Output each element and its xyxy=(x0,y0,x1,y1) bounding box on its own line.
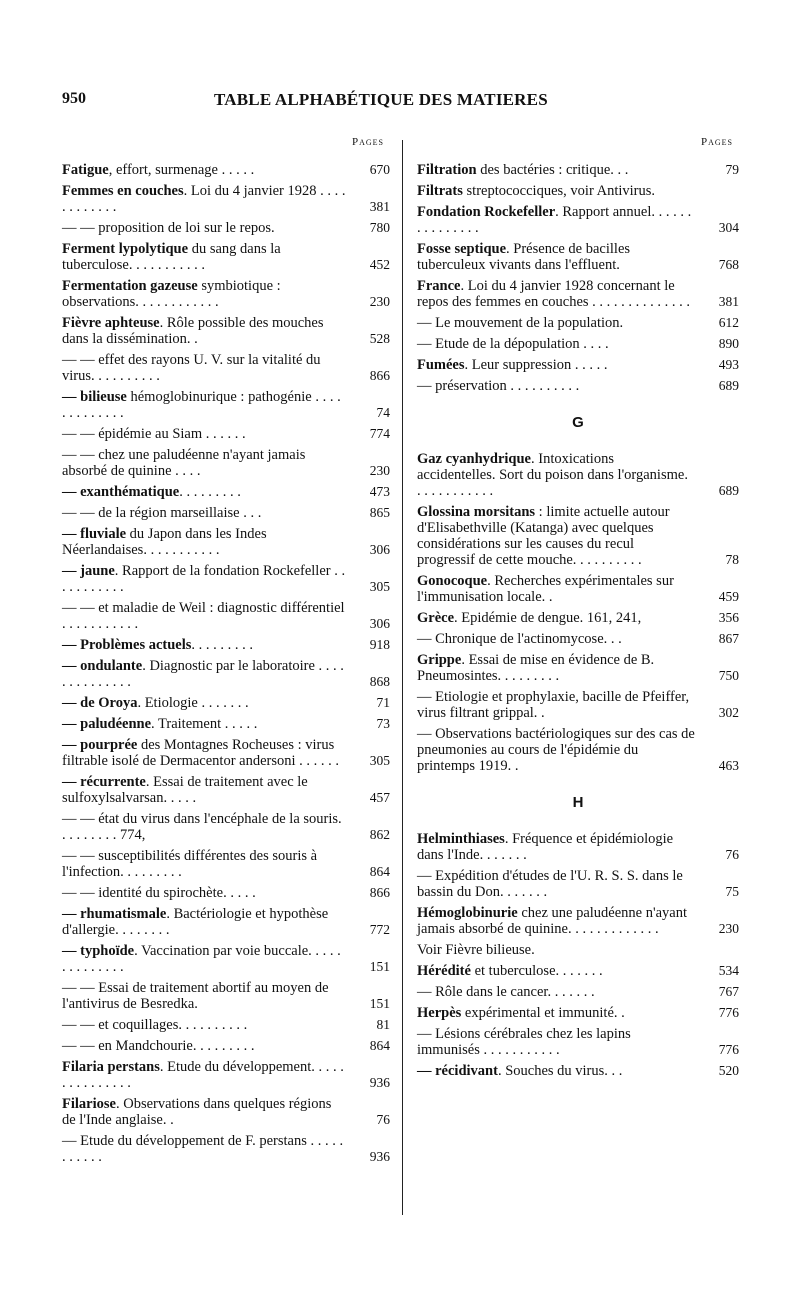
entry-page-number: 306 xyxy=(369,542,390,557)
entry-text xyxy=(417,652,701,684)
entry-description: . Souches du virus. . . xyxy=(497,1063,623,1079)
entry-description: . . . . . . . . . xyxy=(191,637,254,653)
entry-heading: Filtrats xyxy=(417,183,463,199)
entry-heading: — paludéenne xyxy=(62,716,152,732)
index-entry xyxy=(417,726,739,774)
index-entry xyxy=(62,695,390,711)
entry-description: chez une paludéenne n'ayant jamais absorbé de quinine. . . . . . . . . . . . . xyxy=(417,905,687,937)
entry-text xyxy=(417,631,701,647)
entry-text xyxy=(62,183,352,215)
entry-description: des Montagnes Rocheuses : virus filtrable isolé de Dermacentor andersoni . . . . . . xyxy=(62,737,340,769)
entry-page-number: 612 xyxy=(718,315,739,330)
entry-text xyxy=(417,357,701,373)
pages-label: Pages xyxy=(351,136,384,148)
entry-description: — Observations bactériologiques sur des cas de pneumonies au cours de l'épidémie du printemps 1919. . xyxy=(417,726,695,774)
entry-heading: — ondulante xyxy=(62,658,143,674)
entry-text xyxy=(62,716,352,732)
index-entry xyxy=(62,389,390,421)
left-entries xyxy=(62,162,390,1165)
entry-heading: Fumées xyxy=(417,357,465,373)
entry-description: . Intoxications accidentelles. Sort du poison dans l'organisme. . . . . . . . . . . . xyxy=(417,451,688,499)
running-head xyxy=(62,90,622,114)
page-number: 950 xyxy=(62,90,86,107)
entry-page-number: 918 xyxy=(369,637,390,652)
entry-description: — Etiologie et prophylaxie, bacille de Pfeiffer, virus filtrant grippal. . xyxy=(417,689,690,721)
entry-description: — — chez une paludéenne n'ayant jamais absorbé de quinine . . . . xyxy=(62,447,306,479)
entry-page-number: 772 xyxy=(369,922,390,937)
entry-page-number: 689 xyxy=(718,483,739,498)
entry-description: — — proposition de loi sur le repos. xyxy=(62,220,275,236)
entry-description: — Etude de la dépopulation . . . . xyxy=(417,336,609,352)
entry-description: — Le mouvement de la population. xyxy=(417,315,624,331)
section-h-entries-continued xyxy=(417,963,739,1079)
index-entry xyxy=(62,1059,390,1091)
index-entry xyxy=(62,737,390,769)
index-entry xyxy=(417,357,739,373)
entry-heading: Hémoglobinurie xyxy=(417,905,518,921)
index-entry xyxy=(417,868,739,900)
entry-page-number: 473 xyxy=(369,484,390,499)
entry-text xyxy=(62,484,352,500)
entry-heading: — de Oroya xyxy=(62,695,138,711)
entry-heading: Filaria perstans xyxy=(62,1059,160,1075)
entry-text xyxy=(417,689,701,721)
entry-text xyxy=(62,162,352,178)
entry-page-number: 79 xyxy=(725,162,739,177)
index-entry xyxy=(417,162,739,178)
entry-heading: Hérédité xyxy=(417,963,471,979)
entry-page-number: 304 xyxy=(718,220,739,235)
index-entry xyxy=(417,504,739,568)
index-entry xyxy=(62,658,390,690)
column-divider xyxy=(402,140,403,1215)
right-column xyxy=(417,136,739,1084)
entry-page-number: 780 xyxy=(369,220,390,235)
entry-page-number: 528 xyxy=(369,331,390,346)
entry-description: . Diagnostic par le laboratoire . . . . . . . . . . . . . . xyxy=(62,658,344,690)
index-entry xyxy=(417,963,739,979)
entry-page-number: 865 xyxy=(369,505,390,520)
entry-page-number: 750 xyxy=(718,668,739,683)
entry-text xyxy=(62,885,352,901)
entry-text xyxy=(417,726,701,774)
entry-description: — — en Mandchourie. . . . . . . . . xyxy=(62,1038,255,1054)
index-entry xyxy=(62,885,390,901)
entry-text xyxy=(417,963,701,979)
entry-description: . Vaccination par voie buccale. . . . . . . . . . . . . . xyxy=(62,943,341,975)
entry-heading: Fermentation gazeuse xyxy=(62,278,198,294)
entry-text xyxy=(62,1038,352,1054)
entry-description: . Rôle possible des mouches dans la dissémination. . xyxy=(62,315,324,347)
section-f-entries xyxy=(417,162,739,394)
entry-heading: — récidivant xyxy=(417,1063,498,1079)
entry-text xyxy=(62,600,352,632)
entry-page-number: 864 xyxy=(369,1038,390,1053)
index-entry xyxy=(417,241,739,273)
entry-page-number: 305 xyxy=(369,579,390,594)
entry-page-number: 452 xyxy=(369,257,390,272)
entry-heading: Fosse septique xyxy=(417,241,507,257)
entry-page-number: 776 xyxy=(718,1005,739,1020)
entry-page-number: 230 xyxy=(369,294,390,309)
index-entry xyxy=(62,183,390,215)
entry-description: et tuberculose. . . . . . . xyxy=(470,963,603,979)
entry-description: . Observations dans quelques régions de l'Inde anglaise. . xyxy=(62,1096,332,1128)
entry-page-number: 670 xyxy=(369,162,390,177)
entry-page-number: 866 xyxy=(369,368,390,383)
index-entry xyxy=(417,183,739,199)
entry-heading: — bilieuse xyxy=(62,389,127,405)
entry-text xyxy=(417,241,701,273)
entry-page-number: 230 xyxy=(718,921,739,936)
index-entry xyxy=(62,352,390,384)
entry-heading: Fièvre aphteuse xyxy=(62,315,160,331)
entry-description: , effort, surmenage . . . . . xyxy=(108,162,255,178)
entry-heading: — jaune xyxy=(62,563,115,579)
entry-page-number: 774 xyxy=(369,426,390,441)
entry-heading: Grèce xyxy=(417,610,455,626)
entry-description: . Epidémie de dengue. 161, 241, xyxy=(454,610,642,626)
index-entry xyxy=(62,1017,390,1033)
entry-page-number: 936 xyxy=(369,1075,390,1090)
index-entry xyxy=(417,451,739,499)
entry-page-number: 890 xyxy=(718,336,739,351)
entry-description: . Rapport de la fondation Rockefeller . . . . . . . . . . . xyxy=(62,563,346,595)
entry-page-number: 767 xyxy=(718,984,739,999)
entry-description: — — et coquillages. . . . . . . . . . xyxy=(62,1017,248,1033)
entry-description: . Présence de bacilles tuberculeux vivants dans l'effluent. xyxy=(417,241,631,273)
entry-page-number: 230 xyxy=(369,463,390,478)
entry-page-number: 81 xyxy=(376,1017,390,1032)
entry-page-number: 534 xyxy=(718,963,739,978)
entry-page-number: 457 xyxy=(369,790,390,805)
entry-text xyxy=(62,637,352,653)
entry-heading: — Problèmes actuels xyxy=(62,637,192,653)
index-entry xyxy=(62,980,390,1012)
index-entry xyxy=(62,774,390,806)
entry-description: . Bactériologie et hypothèse d'allergie. . . . . . . . xyxy=(62,906,329,938)
entry-page-number: 867 xyxy=(718,631,739,646)
entry-page-number: 71 xyxy=(376,695,390,710)
entry-page-number: 689 xyxy=(718,378,739,393)
entry-description: . Loi du 4 janvier 1928 . . . . . . . . . . . . xyxy=(62,183,346,215)
index-entry xyxy=(417,204,739,236)
index-entry xyxy=(417,378,739,394)
index-entry xyxy=(417,1026,739,1058)
entry-page-number: 862 xyxy=(369,827,390,842)
entry-text xyxy=(62,220,352,236)
index-entry xyxy=(62,278,390,310)
entry-text xyxy=(417,984,701,1000)
entry-heading: Filariose xyxy=(62,1096,116,1112)
entry-heading: — fluviale xyxy=(62,526,127,542)
entry-text xyxy=(417,573,701,605)
entry-text xyxy=(417,183,701,199)
entry-text xyxy=(417,336,701,352)
entry-text xyxy=(62,426,352,442)
entry-text xyxy=(62,906,352,938)
entry-text xyxy=(417,1063,701,1079)
index-entry xyxy=(417,984,739,1000)
entry-text xyxy=(62,241,352,273)
entry-description: — préservation . . . . . . . . . . xyxy=(417,378,580,394)
entry-heading: Gonocoque xyxy=(417,573,488,589)
index-entry xyxy=(62,220,390,236)
entry-description: — — Essai de traitement abortif au moyen de l'antivirus de Besredka. xyxy=(62,980,329,1012)
index-entry xyxy=(417,831,739,863)
index-entry xyxy=(62,811,390,843)
entry-description: expérimental et immunité. . xyxy=(461,1005,625,1021)
entry-description: — — de la région marseillaise . . . xyxy=(62,505,262,521)
entry-text xyxy=(62,352,352,384)
index-entry xyxy=(417,631,739,647)
entry-description: — Expédition d'études de l'U. R. S. S. dans le bassin du Don. . . . . . . xyxy=(417,868,683,900)
entry-text xyxy=(417,905,701,937)
see-also-note: Voir Fièvre bilieuse. xyxy=(417,942,535,958)
entry-text xyxy=(62,980,352,1012)
index-entry xyxy=(62,906,390,938)
entry-text xyxy=(62,811,352,843)
index-entry xyxy=(62,162,390,178)
entry-text xyxy=(417,1026,701,1058)
entry-description: — — susceptibilités différentes des souris à l'infection. . . . . . . . . xyxy=(62,848,318,880)
entry-text xyxy=(62,1059,352,1091)
entry-heading: — exanthématique xyxy=(62,484,180,500)
index-entry xyxy=(62,943,390,975)
page-title: TABLE ALPHABÉTIQUE DES MATIERES xyxy=(214,90,548,109)
entry-page-number: 936 xyxy=(369,1149,390,1164)
entry-text xyxy=(417,831,701,863)
entry-description: . Etiologie . . . . . . . xyxy=(137,695,249,711)
entry-page-number: 74 xyxy=(376,405,390,420)
entry-text xyxy=(62,774,352,806)
entry-text xyxy=(62,1017,352,1033)
entry-description: . Etude du développement. . . . . . . . . . . . . . . xyxy=(62,1059,344,1091)
entry-heading: Gaz cyanhydrique xyxy=(417,451,531,467)
entry-text xyxy=(417,278,701,310)
entry-text xyxy=(417,504,701,568)
entry-page-number: 78 xyxy=(725,552,739,567)
entry-heading: Grippe xyxy=(417,652,462,668)
entry-description: des bactéries : critique. . . xyxy=(476,162,629,178)
entry-text xyxy=(417,610,701,626)
entry-description: — Chronique de l'actinomycose. . . xyxy=(417,631,622,647)
index-entry xyxy=(62,600,390,632)
entry-page-number: 459 xyxy=(718,589,739,604)
entry-description: hémoglobinurique : pathogénie . . . . . . . . . . . . . xyxy=(62,389,341,421)
pages-label: Pages xyxy=(700,136,733,148)
entry-text xyxy=(62,737,352,769)
entry-description: . . . . . . . . . xyxy=(179,484,241,500)
index-entry xyxy=(62,848,390,880)
index-entry xyxy=(62,526,390,558)
entry-text xyxy=(417,315,701,331)
entry-heading: France xyxy=(417,278,461,294)
index-entry xyxy=(62,426,390,442)
entry-heading: — rhumatismale xyxy=(62,906,167,922)
entry-description: : limite actuelle autour d'Elisabethville (Katanga) avec quelques considérations sur les causes du recul progressif de cette mouche. . . . . . . . . . xyxy=(417,504,670,568)
entry-description: — — identité du spirochète. . . . . xyxy=(62,885,256,901)
entry-page-number: 520 xyxy=(718,1063,739,1078)
entry-heading: — typhoïde xyxy=(62,943,135,959)
entry-page-number: 768 xyxy=(718,257,739,272)
index-entry xyxy=(417,652,739,684)
entry-description: — — effet des rayons U. V. sur la vitalité du virus. . . . . . . . . . xyxy=(62,352,321,384)
entry-page-number: 73 xyxy=(376,716,390,731)
entry-heading: Herpès xyxy=(417,1005,462,1021)
entry-heading: Fondation Rockefeller xyxy=(417,204,556,220)
entry-description: . Fréquence et épidémiologie dans l'Inde. . . . . . . xyxy=(417,831,674,863)
index-entry xyxy=(417,336,739,352)
index-entry xyxy=(417,1063,739,1079)
entry-page-number: 381 xyxy=(718,294,739,309)
entry-description: . Rapport annuel. . . . . . . . . . . . . . . xyxy=(417,204,692,236)
entry-heading: Glossina morsitans xyxy=(417,504,536,520)
entry-page-number: 151 xyxy=(369,959,390,974)
entry-page-number: 306 xyxy=(369,616,390,631)
entry-description: — Rôle dans le cancer. . . . . . . xyxy=(417,984,595,1000)
index-entry xyxy=(62,447,390,479)
entry-text xyxy=(417,1005,701,1021)
entry-text xyxy=(62,1096,352,1128)
index-entry xyxy=(417,905,739,937)
entry-description: . Traitement . . . . . xyxy=(151,716,258,732)
entry-heading: Femmes en couches xyxy=(62,183,184,199)
entry-page-number: 493 xyxy=(718,357,739,372)
entry-page-number: 866 xyxy=(369,885,390,900)
entry-description: . Recherches expérimentales sur l'immunisation locale. . xyxy=(417,573,674,605)
entry-text xyxy=(417,162,701,178)
entry-text xyxy=(62,658,352,690)
entry-page-number: 381 xyxy=(369,199,390,214)
index-entry xyxy=(62,637,390,653)
index-entry xyxy=(62,505,390,521)
index-entry xyxy=(417,573,739,605)
left-column xyxy=(62,136,390,1170)
entry-text xyxy=(62,943,352,975)
entry-text xyxy=(417,378,701,394)
entry-description: — Lésions cérébrales chez les lapins immunisés . . . . . . . . . . . xyxy=(417,1026,631,1058)
entry-description: . Leur suppression . . . . . xyxy=(464,357,608,373)
entry-heading: Filtration xyxy=(417,162,477,178)
section-h-entries xyxy=(417,831,739,937)
entry-heading: Helminthiases xyxy=(417,831,505,847)
entry-page-number: 356 xyxy=(718,610,739,625)
entry-description: . Loi du 4 janvier 1928 concernant le repos des femmes en couches . . . . . . . . . . . . . . xyxy=(417,278,691,310)
entry-description: — — état du virus dans l'encéphale de la souris. . . . . . . . . 774, xyxy=(62,811,342,843)
entry-heading: — pourprée xyxy=(62,737,138,753)
entry-heading: Fatigue xyxy=(62,162,109,178)
entry-text xyxy=(417,868,701,900)
index-entry xyxy=(62,716,390,732)
entry-description: . Essai de traitement avec le sulfoxylsalvarsan. . . . . xyxy=(62,774,308,806)
entry-text xyxy=(62,695,352,711)
entry-description: — Etude du développement de F. perstans . . . . . . . . . . . xyxy=(62,1133,344,1165)
entry-text xyxy=(62,526,352,558)
entry-page-number: 305 xyxy=(369,753,390,768)
index-entry xyxy=(417,689,739,721)
entry-page-number: 463 xyxy=(718,758,739,773)
entry-heading: — récurrente xyxy=(62,774,146,790)
entry-page-number: 868 xyxy=(369,674,390,689)
index-entry xyxy=(62,241,390,273)
entry-description: . Essai de mise en évidence de B. Pneumosintes. . . . . . . . . xyxy=(417,652,655,684)
entry-text xyxy=(62,447,352,479)
index-entry xyxy=(417,610,739,626)
entry-page-number: 776 xyxy=(718,1042,739,1057)
entry-text xyxy=(417,204,701,236)
index-entry xyxy=(62,484,390,500)
entry-text xyxy=(62,389,352,421)
entry-text xyxy=(62,563,352,595)
index-entry xyxy=(62,1038,390,1054)
section-letter-g: G xyxy=(572,414,584,431)
entry-page-number: 864 xyxy=(369,864,390,879)
entry-description: streptococciques, voir Antivirus. xyxy=(462,183,655,199)
entry-page-number: 76 xyxy=(725,847,739,862)
index-entry xyxy=(417,1005,739,1021)
index-entry xyxy=(62,563,390,595)
entry-text xyxy=(62,505,352,521)
index-entry xyxy=(417,278,739,310)
entry-text xyxy=(62,278,352,310)
entry-heading: Ferment lypolytique xyxy=(62,241,189,257)
index-entry xyxy=(62,315,390,347)
entry-page-number: 302 xyxy=(718,705,739,720)
entry-description: symbiotique : observations. . . . . . . . . . . . xyxy=(62,278,281,310)
entry-text xyxy=(62,1133,352,1165)
entry-description: — — épidémie au Siam . . . . . . xyxy=(62,426,246,442)
entry-page-number: 76 xyxy=(376,1112,390,1127)
entry-description: du sang dans la tuberculose. . . . . . . . . . . xyxy=(62,241,281,273)
entry-text xyxy=(62,848,352,880)
section-letter-h: H xyxy=(572,794,584,811)
index-entry xyxy=(62,1096,390,1128)
entry-text xyxy=(417,451,701,499)
section-g-entries xyxy=(417,451,739,774)
index-entry xyxy=(62,1133,390,1165)
entry-page-number: 151 xyxy=(369,996,390,1011)
entry-description: du Japon dans les Indes Néerlandaises. . . . . . . . . . . xyxy=(62,526,267,558)
entry-page-number: 75 xyxy=(725,884,739,899)
entry-description: — — et maladie de Weil : diagnostic différentiel . . . . . . . . . . . xyxy=(62,600,345,632)
index-entry xyxy=(417,315,739,331)
entry-text xyxy=(62,315,352,347)
